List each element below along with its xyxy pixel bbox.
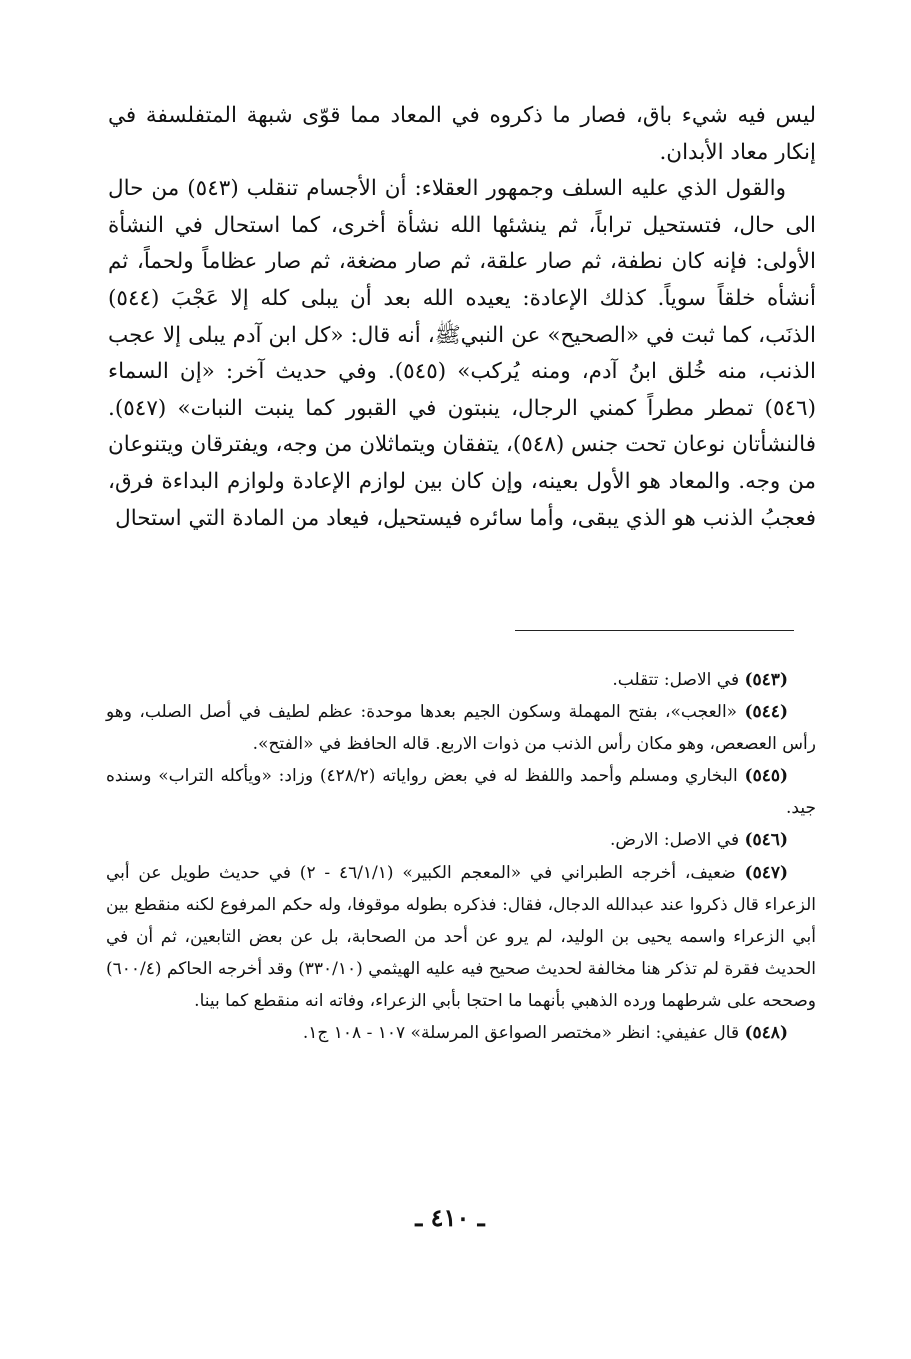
footnote-547 — [106, 857, 816, 1017]
body-paragraph: ليس فيه شيء باق، فصار ما ذكروه في المعاد مما قوّى شبهة المتفلسفة في إنكار معاد الأبدان. — [108, 103, 816, 165]
footnote-543 — [106, 664, 816, 696]
footnote-text: في الاصل: تتقلب. — [612, 670, 740, 690]
footnote-number: (٥٤٦) — [744, 830, 788, 851]
footnote-545 — [106, 760, 816, 824]
footnote-number: (٥٤٨) — [744, 1023, 788, 1044]
footnote-548 — [106, 1017, 816, 1049]
footnote-number: (٥٤٤) — [744, 702, 788, 723]
body-paragraph: والقول الذي عليه السلف وجمهور العقلاء: أن الأجسام تنقلب (٥٤٣) من حال الى حال، فتستحيل تراباً، ثم ينشئها الله نشأة أخرى، كما استحال في النشأة الأولى: فإنه كان نطفة، ثم صار علقة، ثم صار مضغة، ثم صار عظاماً ولحماً، ثم أنشأه خلقاً سوياً. كذلك الإعادة: يعيده الله بعد أن يبلى كله إلا عَجْبَ (٥٤٤) الذنَب، كما ثبت في «الصحيح» عن النبيﷺ، أنه قال: «كل ابن آدم يبلى إلا عجب الذنب، منه خُلق ابنُ آدم، ومنه يُركب» (٥٤٥). وفي حديث آخر: «إن السماء (٥٤٦) تمطر مطراً كمني الرجال، ينبتون في القبور كما ينبت النبات» (٥٤٧). فالنشأتان نوعان تحت جنس (٥٤٨)، يتفقان ويتماثلان من وجه، ويفترقان ويتنوعان من وجه. والمعاد هو الأول بعينه، وإن كان بين لوازم الإعادة ولوازم البداءة فرق، فعجبُ الذنب هو الذي يبقى، وأما سائره فيستحيل، فيعاد من المادة التي استحال — [108, 176, 816, 531]
footnote-text: «العجب»، بفتح المهملة وسكون الجيم بعدها موحدة: عظم لطيف في أصل الصلب، وهو رأس العصعص، وهو مكان رأس الذنب من ذوات الاربع. قاله الحافظ في «الفتح». — [106, 702, 816, 755]
page-number: ـ ٤١٠ ـ — [415, 1203, 485, 1232]
footnote-546 — [106, 824, 816, 856]
footnote-number: (٥٤٧) — [744, 862, 789, 883]
footnote-text: في الاصل: الارض. — [609, 830, 740, 851]
footnotes — [106, 664, 816, 1049]
footnote-number: (٥٤٣) — [744, 670, 788, 690]
main-text — [108, 98, 816, 537]
footnote-number: (٥٤٥) — [744, 766, 789, 787]
footnote-544 — [106, 696, 816, 760]
footnote-text: قال عفيفي: انظر «مختصر الصواعق المرسلة» ١٠٧ - ١٠٨ ج١. — [302, 1023, 740, 1044]
footnote-separator — [515, 630, 794, 631]
footnote-text: البخاري ومسلم وأحمد واللفظ له في بعض رواياته (٤٢٨/٢) وزاد: «ويأكله التراب» وسنده جيد. — [106, 766, 816, 819]
footnote-text: ضعيف، أخرجه الطبراني في «المعجم الكبير» (٤٦/١/١ - ٢) في حديث طويل عن أبي الزعراء قال ذكروا عند عبدالله الدجال، فقال: فذكره بطوله موقوفا، وله حكم المرفوع لكنه منقطع بين أبي الزعراء واسمه يحيى بن الوليد، لم يرو عن أحد من الصحابة، بل عن بعض التابعين، ثم أن في الحديث فقرة لم تذكر هنا مخالفة لحديث صحيح فيه عليه الهيثمي (٣٣٠/١٠) وقد أخرجه الحاكم (٦٠٠/٤) وصححه على شرطهما ورده الذهبي بأنهما ما احتجا بأبي الزعراء، وفاته انه منقطع كما بينا. — [106, 862, 816, 1011]
